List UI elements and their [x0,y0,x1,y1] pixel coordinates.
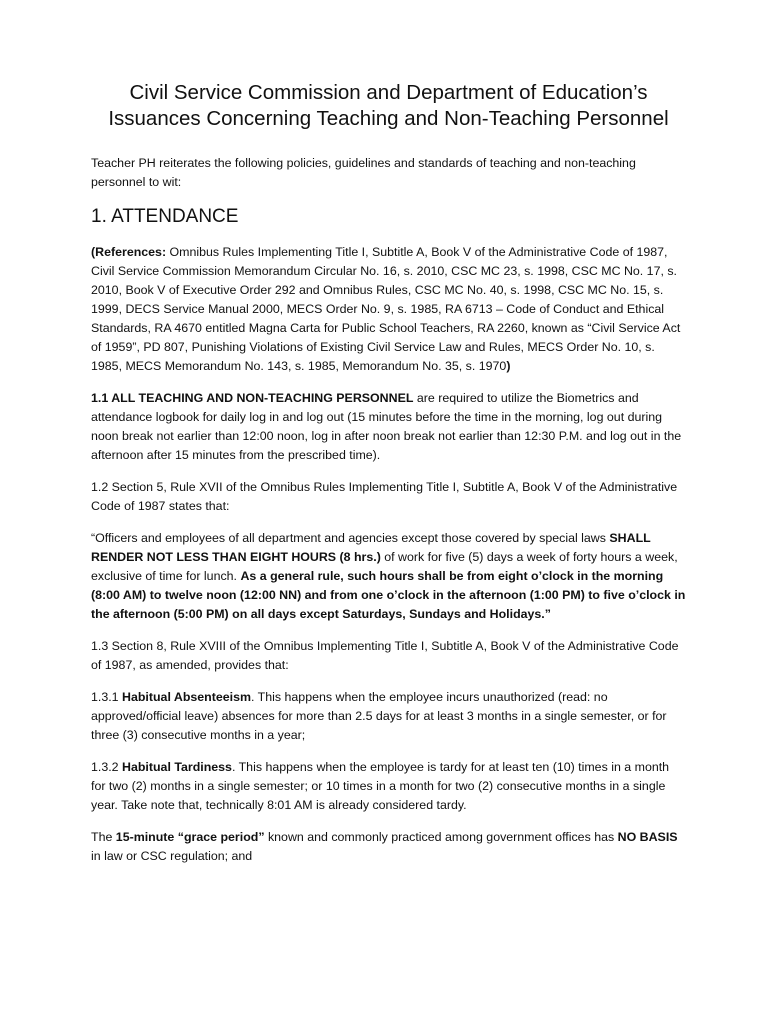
grace-period-paragraph [91,828,686,866]
quote-text-2: of work for five (5) days a week of forty hours a week, exclusive of time for lunch. [91,550,678,583]
paragraph-1-3-1 [91,688,686,745]
paragraph-1-3-1-number: 1.3.1 [91,690,123,704]
paragraph-1-1-heading: 1.1 ALL TEACHING AND NON-TEACHING PERSONNEL [91,391,414,405]
grace-text-1: The [91,830,116,844]
paragraph-1-3-2-heading: Habitual Tardiness [122,760,232,774]
grace-bold-1: 15-minute “grace period” [115,830,265,844]
document-title: Civil Service Commission and Department of Education’s Issuances Concerning Teaching and Non-Teaching Personnel [108,81,669,130]
paragraph-1-3-2-text: . This happens when the employee is tardy for at least ten (10) times in a month for two (2) months in a single semester; or 10 times in a month for two (2) consecutive months in a single year. Take note that, technically 8:01 AM is already considered tardy. [91,760,670,812]
quote-bold-1: SHALL RENDER NOT LESS THAN EIGHT HOURS (8 hrs.) [91,531,651,564]
references-paragraph [91,243,686,376]
paragraph-1-3-1-text: . This happens when the employee incurs unauthorized (read: no approved/official leave) absences for more than 2.5 days for at least 3 months in a single semester, or for three (3) consecutive months in a year; [91,690,667,742]
paragraph-1-3-2 [91,758,686,815]
section-heading-attendance: 1. ATTENDANCE [91,206,239,227]
references-close-paren: ) [506,359,511,373]
references-label: References: [95,245,167,259]
references-text: Omnibus Rules Implementing Title I, Subtitle A, Book V of the Administrative Code of 1987, Civil Service Commission Memorandum Circular No. 16, s. 2010, CSC MC 23, s. 1998, CSC MC No. 17, s. 2010, Book V of Executive Order 292 and Omnibus Rules, CSC MC No. 40, s. 1998, CSC MC No. 15, s. 1999, DECS Service Manual 2000, MECS Order No. 9, s. 1985, RA 6713 – Code of Conduct and Ethical Standards, RA 4670 entitled Magna Carta for Public School Teachers, RA 2260, known as “Civil Service Act of 1959”, PD 807, Punishing Violations of Existing Civil Service Law and Rules, MECS Order No. 10, s. 1985, MECS Memorandum No. 143, s. 1985, Memorandum No. 35, s. 1970 [91,245,681,373]
paragraph-1-3-1-heading: Habitual Absenteeism [122,690,252,704]
paragraph-1-3: 1.3 Section 8, Rule XVIII of the Omnibus Implementing Title I, Subtitle A, Book V of the Administrative Code of 1987, as amended, provides that: [91,639,679,672]
paragraph-1-1 [91,389,686,465]
quote-text-1: “Officers and employees of all department and agencies except those covered by special laws [91,531,610,545]
intro-paragraph: Teacher PH reiterates the following policies, guidelines and standards of teaching and non-teaching personnel to wit: [91,156,636,189]
quote-bold-2: As a general rule, such hours shall be from eight o’clock in the morning (8:00 AM) to twelve noon (12:00 NN) and from one o’clock in the afternoon (1:00 PM) to five o’clock in the afternoon (5:00 PM) on all days except Saturdays, Sundays and Holidays.” [91,569,686,621]
grace-text-3: in law or CSC regulation; and [91,849,253,863]
grace-bold-2: NO BASIS [617,830,678,844]
grace-text-2: known and commonly practiced among government offices has [264,830,618,844]
quote-paragraph [91,529,686,624]
references-open-paren: ( [91,245,96,259]
paragraph-1-3-2-number: 1.3.2 [91,760,123,774]
paragraph-1-1-text: are required to utilize the Biometrics and attendance logbook for daily log in and log out (15 minutes before the time in the morning, log out during noon break not earlier than 12:00 noon, log in after noon break not earlier than 12:30 P.M. and log out in the afternoon after 15 minutes from the prescribed time). [91,391,682,462]
paragraph-1-2: 1.2 Section 5, Rule XVII of the Omnibus Rules Implementing Title I, Subtitle A, Book V of the Administrative Code of 1987 states that: [91,480,678,513]
